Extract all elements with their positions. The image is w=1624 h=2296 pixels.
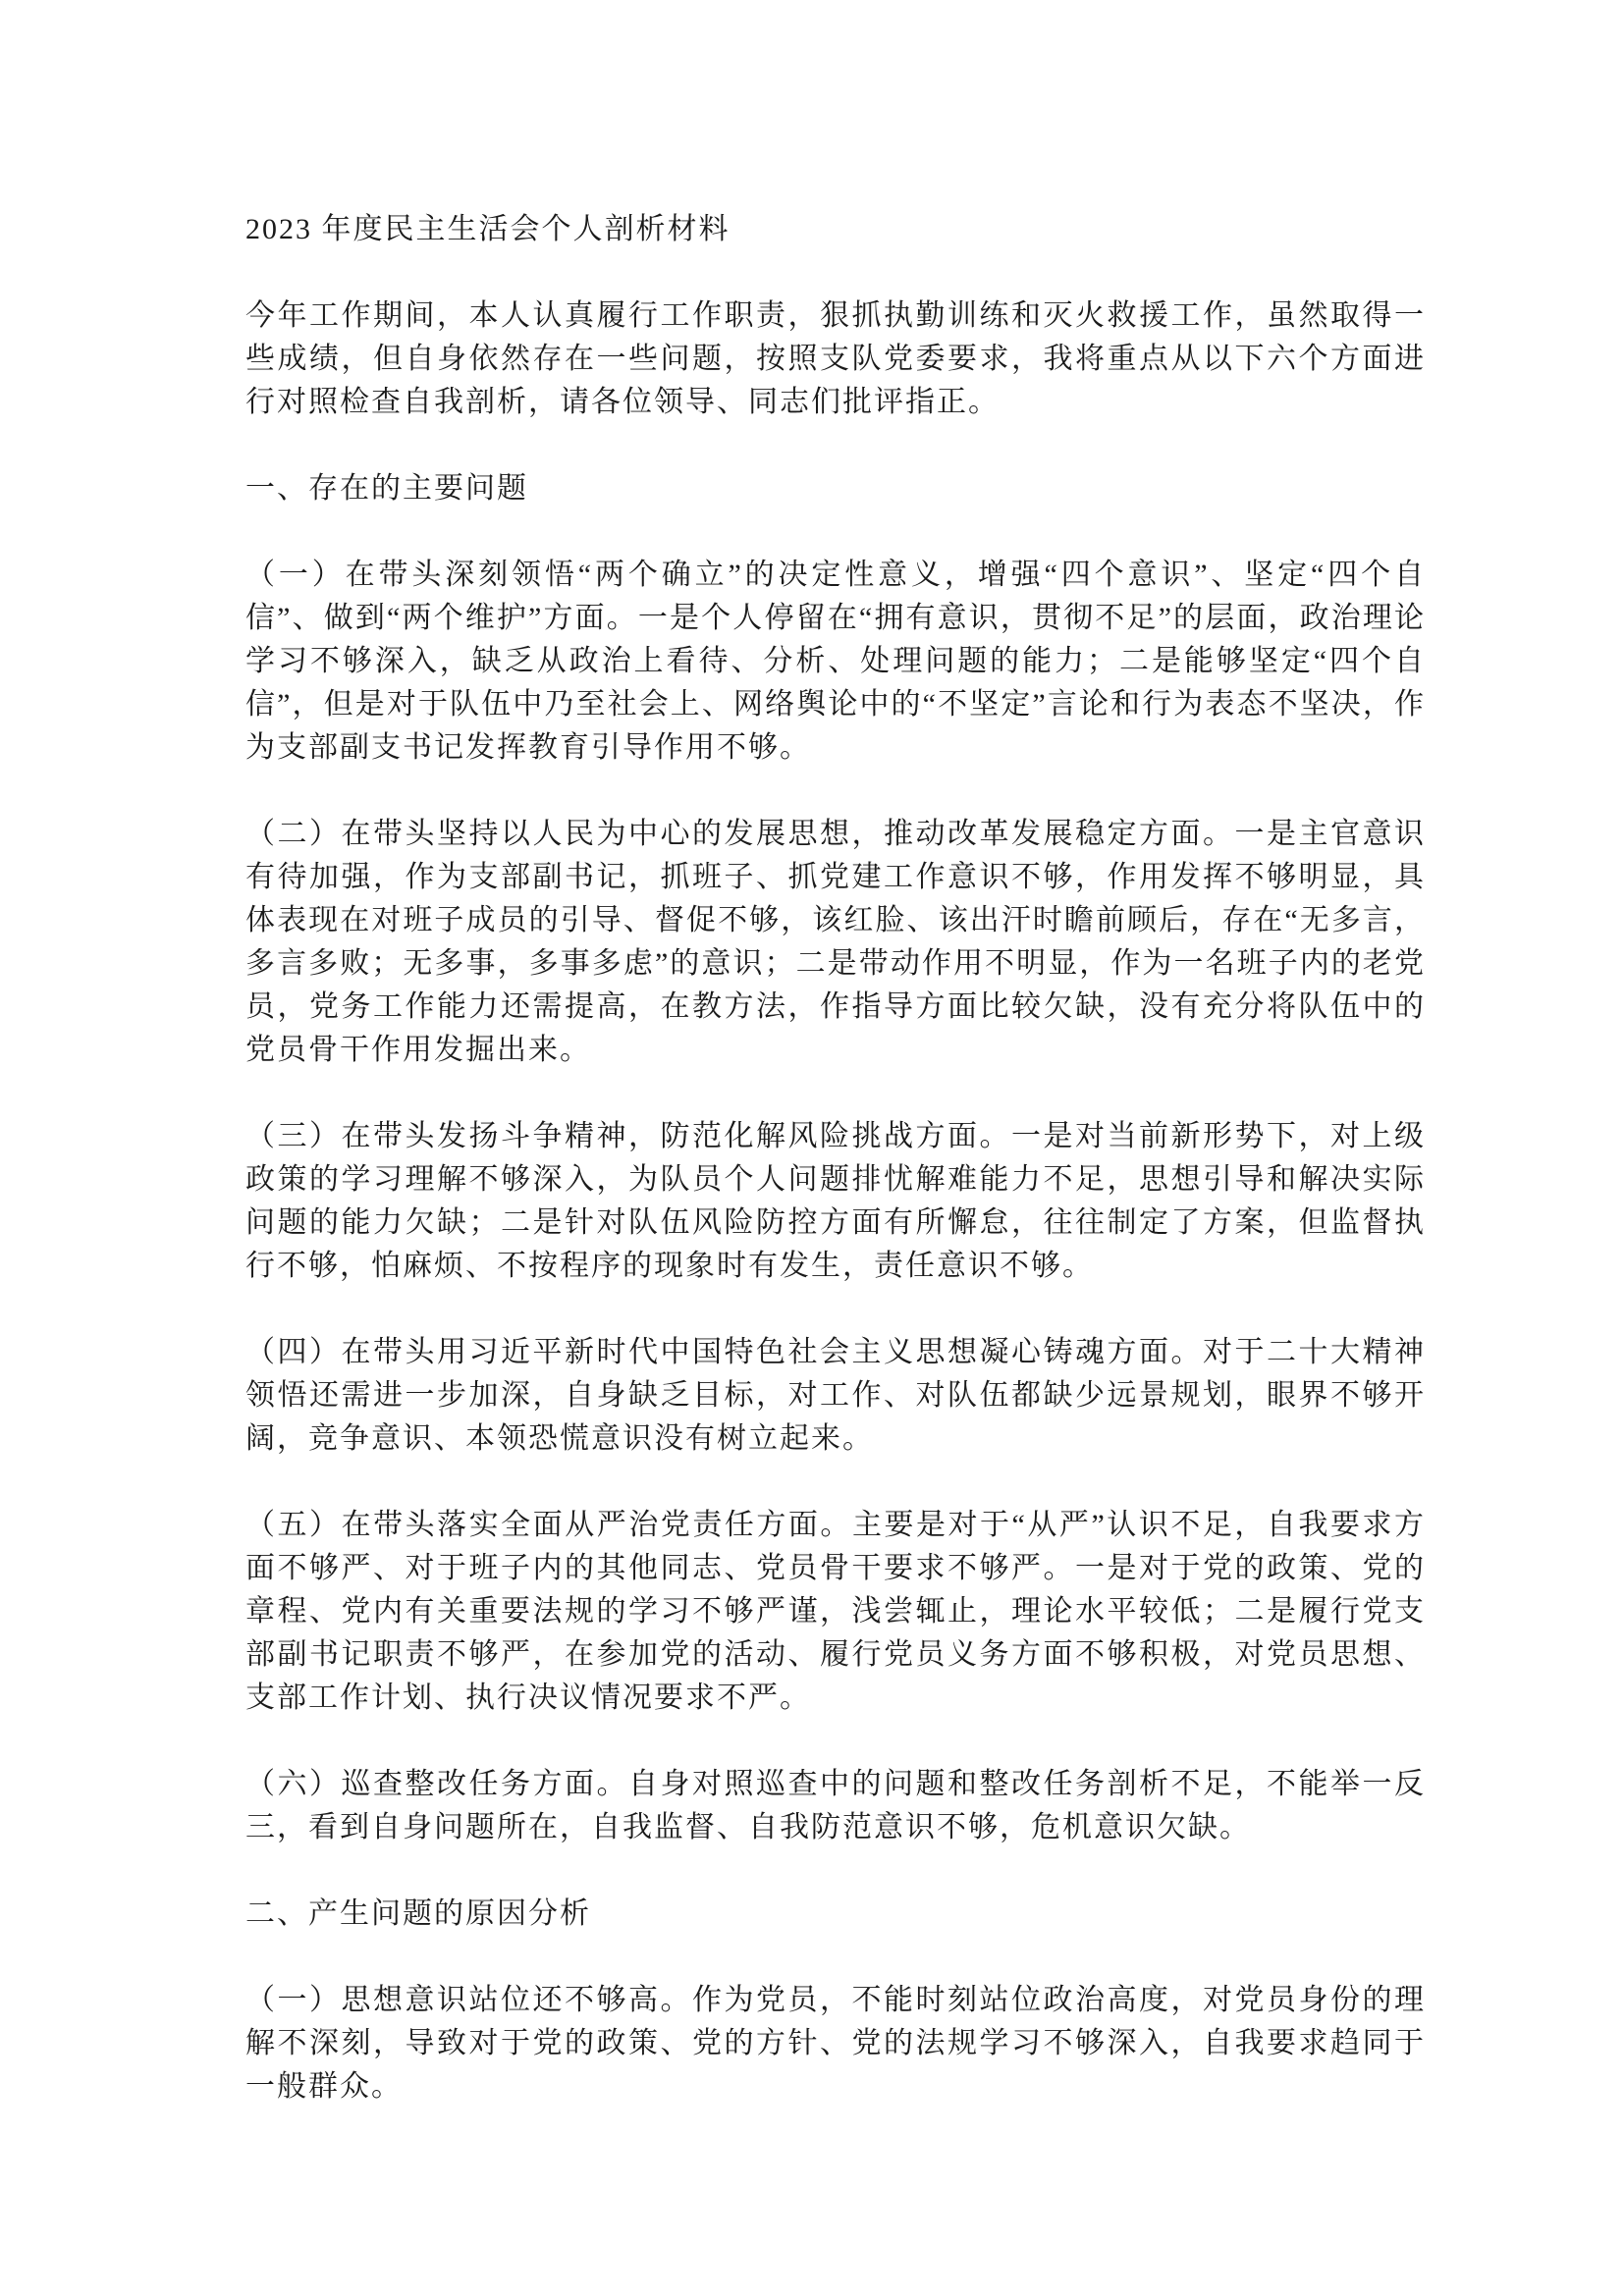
section-heading-problems: 一、存在的主要问题 xyxy=(245,472,528,505)
paragraph-problem-2: （二）在带头坚持以人民为中心的发展思想，推动改革发展稳定方面。一是主官意识有待加强，作为支部副书记，抓班子、抓党建工作意识不够，作用发挥不够明显，具体表现在对班子成员的引导、督促不够，该红脸、该出汗时瞻前顾后，存在“无多言，多言多败；无多事，多事多虑”的意识；二是带动作用不明显，作为一名班子内的老党员，党务工作能力还需提高，在教方法，作指导方面比较欠缺，没有充分将队伍中的党员骨干作用发掘出来。 xyxy=(245,818,1426,1066)
paragraph-cause-1: （一）思想意识站位还不够高。作为党员，不能时刻站位政治高度，对党员身份的理解不深刻，导致对于党的政策、党的方针、党的法规学习不够深入，自我要求趋同于一般群众。 xyxy=(245,1984,1426,2103)
paragraph-problem-6: （六）巡查整改任务方面。自身对照巡查中的问题和整改任务剖析不足，不能举一反三，看到自身问题所在，自我监督、自我防范意识不够，危机意识欠缺。 xyxy=(245,1768,1426,1843)
paragraph-problem-1: （一）在带头深刻领悟“两个确立”的决定性意义，增强“四个意识”、坚定“四个自信”、做到“两个维护”方面。一是个人停留在“拥有意识，贯彻不足”的层面，政治理论学习不够深入，缺乏从政治上看待、分析、处理问题的能力；二是能够坚定“四个自信”，但是对于队伍中乃至社会上、网络舆论中的“不坚定”言论和行为表态不坚决，作为支部副支书记发挥教育引导作用不够。 xyxy=(245,559,1426,764)
paragraph-problem-4: （四）在带头用习近平新时代中国特色社会主义思想凝心铸魂方面。对于二十大精神领悟还需进一步加深，自身缺乏目标，对工作、对队伍都缺少远景规划，眼界不够开阔，竞争意识、本领恐慌意识没有树立起来。 xyxy=(245,1336,1426,1455)
paragraph-problem-5: （五）在带头落实全面从严治党责任方面。主要是对于“从严”认识不足，自我要求方面不够严、对于班子内的其他同志、党员骨干要求不够严。一是对于党的政策、党的章程、党内有关重要法规的学习不够严谨，浅尝辄止，理论水平较低；二是履行党支部副书记职责不够严，在参加党的活动、履行党员义务方面不够积极，对党员思想、支部工作计划、执行决议情况要求不严。 xyxy=(245,1509,1426,1714)
section-heading-causes: 二、产生问题的原因分析 xyxy=(245,1897,591,1930)
paragraph-problem-3: （三）在带头发扬斗争精神，防范化解风险挑战方面。一是对当前新形势下，对上级政策的学习理解不够深入，为队员个人问题排忧解难能力不足，思想引导和解决实际问题的能力欠缺；二是针对队伍风险防控方面有所懈怠，往往制定了方案，但监督执行不够，怕麻烦、不按程序的现象时有发生，责任意识不够。 xyxy=(245,1120,1426,1282)
document-title: 2023 年度民主生活会个人剖析材料 xyxy=(245,213,731,245)
intro-paragraph: 今年工作期间，本人认真履行工作职责，狠抓执勤训练和灭火救援工作，虽然取得一些成绩，但自身依然存在一些问题，按照支队党委要求，我将重点从以下六个方面进行对照检查自我剖析，请各位领导、同志们批评指正。 xyxy=(245,299,1426,418)
